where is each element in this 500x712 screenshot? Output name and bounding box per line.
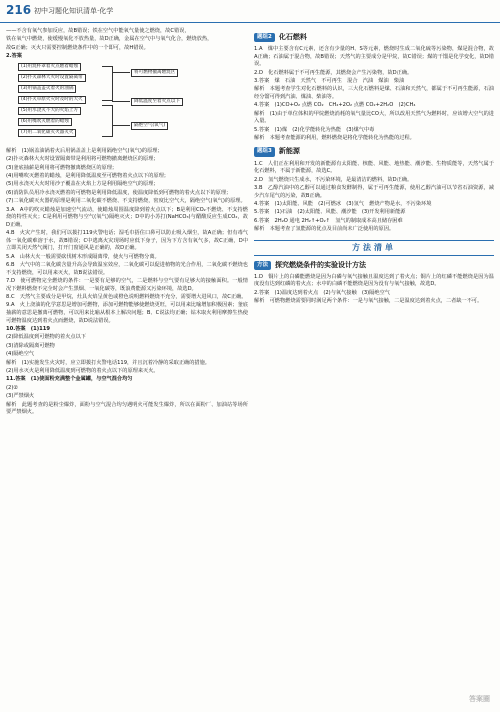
method-banner-title: 方法清单 <box>352 243 396 253</box>
section-title: 探究燃烧条件的实验设计方法 <box>275 260 367 269</box>
answer-paragraph: (6)消防队员用冷水浇灭燃着的可燃物是利用降低温度，使温度降低到可燃物的着火点以下的原理； <box>6 189 232 196</box>
section-header <box>254 147 494 158</box>
diagram-item: (5)用水浇灭不大的火焰上方 <box>18 107 81 115</box>
answer-paragraph: 4.答案 (1)太阳能、风能 (2)可燃冰 (3)氢气 燃烧产物是水，不污染环境 <box>254 201 432 208</box>
answer-paragraph: 解析 本题考查学生对化石燃料的认识，三大化石燃料是煤、石油和天然气，都属于不可再生能源，石油经分馏可得到汽油、煤油、柴油等。 <box>254 86 494 100</box>
answer-paragraph: 3.A A中的吹灭蜡烛是加速空气流动，使蜡烛周围温度降到着火点以下；B是利用CO₂不燃烧、不支持燃烧的特性灭火；C是利用可燃物与空气(氧气)隔绝灭火；D中的小苏打(NaHCO₃)与醋酸反应生成CO₂，故D正确。 <box>6 206 248 228</box>
answer-paragraph: 9.A 火上浇油的化学意思是增加可燃物，添加可燃物能够使燃烧更旺，可以用来比喻增加积极因素；釜底抽薪的意思是撤离可燃物，可以用来比喻从根本上解决问题；B、C说法均正确；钻木取火利用摩擦生热使可燃物温度达到着火点而燃烧，故D说法错误。 <box>6 302 248 324</box>
answer-paragraph: (5)用水浇灭大火时用沙子覆盖在火焰上方是利用隔绝空气的原理； <box>6 181 159 188</box>
diagram-item: (2)扑灭森林大火时设置隔离带 <box>18 74 86 82</box>
answer-paragraph: 2.D 氢气燃烧只生成水，不污染环境，是最清洁的燃料，故D正确。 <box>254 176 413 183</box>
answer-paragraph: 解析 (1)由于单位体积的甲烷燃烧消耗的氧气量比CO大，所以改用天然气为燃料时，应该增大空气的进入量。 <box>254 110 494 125</box>
question-label: 2.答案 <box>6 53 22 60</box>
section-header <box>254 32 494 43</box>
answer-paragraph: (3)釜底抽薪是利用将可燃物撤离燃烧区的原理； <box>6 164 118 171</box>
section-header <box>254 260 494 271</box>
answer-paragraph: 2.答案 (1)温度达到着火点 (2)与氧气接触 (3)隔绝空气 <box>254 289 390 296</box>
answer-paragraph: 3.答案 煤 石油 天然气 不可再生 混合 汽油 煤油 柴油 <box>254 77 405 84</box>
answer-paragraph: (3)清除或隔离可燃物 <box>6 342 55 349</box>
diagram-item: (7)用二氧化碳灭火器灭火 <box>18 129 76 137</box>
diagram-arrow <box>112 72 130 73</box>
answer-paragraph: (4)用嘴吹灭燃着的蜡烛，是利用降低温度至可燃物着火点以下的原理； <box>6 172 169 179</box>
answer-paragraph: (4)隔绝空气 <box>6 351 35 358</box>
diagram-arrow <box>112 101 130 102</box>
diagram-target: 隔绝空气(氧气) <box>131 122 168 130</box>
answer-paragraph: (2)用水灭火是利用降低温度到可燃物的着火点以下的原理来灭火。 <box>6 367 159 374</box>
answer-paragraph: 4.B 火灾产生时，我们可以拨打119火警电话；湿毛巾捂住口鼻可以防止吸入烟尘，故A正确；但有毒气体一氧化碳难溶于水，故B错误；C中逃离火灾现场时应低下身子，因为下方含有氧气多，故C正确，D中立即关闭天然气阀门，打开门窗通风是正确的，故D正确。 <box>6 230 248 252</box>
answer-paragraph: 解析 (1)锅盖油锅着火后用锅盖盖上是利用隔绝空气(氧气)的原理； <box>6 147 163 154</box>
answer-paragraph: 5.A 山林大火一般需要砍伐树木形成隔离带，使火与可燃物分离。 <box>6 253 160 260</box>
answer-paragraph: 6.答案 2H₂O 通电 2H₂↑+O₂↑ 氢气的制取成本高且储存困难 <box>254 217 403 224</box>
page-number: 216 <box>6 3 32 17</box>
section-title: 新能源 <box>278 147 300 156</box>
right-column <box>254 28 494 307</box>
intro-line: 铁在氧气中燃烧，使缓慢氧化不放热量，故D正确，金属在空气中与氧气化合，燃烧放热， <box>6 36 213 43</box>
diagram-target: 将可燃物撤离燃烧区 <box>131 69 178 77</box>
answer-paragraph: 6.B 大气中的二氧化碳含量升高会导致温室效应，二氧化碳可以促进植物的光合作用，二氧化碳不燃烧也不支持燃烧，可以用来灭火，故B说法错误。 <box>6 262 248 276</box>
answer-paragraph: 1.C 人们正在利用和开发的新能源有太阳能、核能、风能、地热能、潮汐能、生物质能等，天然气属于化石燃料，不属于新能源，故选C。 <box>254 160 494 175</box>
page-title: 初中习题化知识清单·化学 <box>34 7 114 15</box>
diagram-arrow <box>112 125 130 126</box>
answer-paragraph: 解析 本题考查了氢能源的优点及目前尚未广泛使用的原因。 <box>254 226 395 233</box>
intro-line: ——不含有氧气参加反应，故B错误；铁在空气中能氧气量使之燃烧，故C错误， <box>6 28 190 34</box>
intro-line: 故G正确；灭火只需要控制燃烧条件中的一个即可，故H错误。 <box>6 44 149 51</box>
method-banner <box>254 240 494 256</box>
diagram-item: (1)用烧杯罩着火点燃着蜡烛 <box>18 63 81 71</box>
matching-diagram <box>18 63 218 145</box>
answer-paragraph: 7.D 使可燃物完全燃烧的条件：一是要有足够的空气，二是燃料与空气要有足够大的接触面积。一般情况下燃料燃烧不完全时会产生黑烟、一氧化碳等，既浪费能源又污染环境，故选D。 <box>6 278 248 292</box>
answer-paragraph: 11.答案 (1)使面粉充满整个金属罐，与空气混合均匀 <box>6 376 133 383</box>
answer-paragraph: 5.答案 (1)石油 (2)太阳能、风能、潮汐能 (3)开发利用新能源 <box>254 209 406 216</box>
diagram-target: 降低温度至着火点以下 <box>131 98 183 106</box>
answer-paragraph: 解析 可燃物燃烧需要同时满足两个条件：一是与氧气接触，二是温度达到着火点，二者缺一不可。 <box>254 298 483 305</box>
section-badge: 题组3 <box>254 147 275 157</box>
answer-paragraph: 2.D 化石燃料属于不可再生能源，其燃烧会产生污染物，故D正确。 <box>254 69 413 76</box>
answer-paragraph: 解析 此题考查的是粉尘爆炸，面粉与空气混合均匀遇明火可能发生爆炸，所以在面粉厂、加油站等场所要严禁烟火。 <box>6 401 248 416</box>
answer-paragraph: (2)扑灭森林大火时设置隔离带是利用将可燃物撤离燃烧区的原理； <box>6 156 159 163</box>
page-header <box>0 0 500 23</box>
answer-paragraph: 1.D 铜片上的白磷能燃烧是因为白磷与氧气接触且温度达到了着火点；铜片上的红磷不能燃烧是因为温度没有达到红磷的着火点；水中的白磷不能燃烧是因为没有与氧气接触，故选D。 <box>254 273 494 288</box>
answer-paragraph: 解析 本题考查能源的利用，燃料燃烧是将化学能转化为热能的过程。 <box>254 135 415 142</box>
answer-paragraph: 4.答案 (1)CO+O₂ 点燃 CO₂ CH₄+2O₂ 点燃 CO₂+2H₂O (2)CH₄ <box>254 102 416 109</box>
diagram-item: (4)扑灭草原火灾时及时的大火 <box>18 96 86 104</box>
answer-paragraph: (2)② <box>6 384 18 391</box>
answer-paragraph: 8.C 天然气主要成分是甲烷，灶具火焰呈黄色或橙色说明燃料燃烧不充分，需要增大进风口，故C正确。 <box>6 294 247 301</box>
answer-paragraph: 10.答案 (1)119 <box>6 325 50 332</box>
diagram-item: (6)用嘴吹灭燃着的蜡烛 <box>18 118 72 126</box>
answer-paragraph: 3.B 乙醇汽油中的乙醇可以通过粮食发酵制得，属于可再生能源，使用乙醇汽油可以节省石油资源，减少汽车尾气的污染，故B正确。 <box>254 185 494 199</box>
answer-paragraph: (7)二氧化碳灭火器的原理是利用二氧化碳不燃烧、不支持燃烧，密度比空气大，隔绝空气(氧气)的原理。 <box>6 198 246 205</box>
answer-paragraph: 解析 (1)实施发生火灾时，应立即拨打火警电话119，并且沉着冷静的采取正确的措施。 <box>6 359 210 366</box>
diagram-bracket <box>102 105 113 137</box>
answer-paragraph: (2)降低温度到可燃物的着火点以下 <box>6 334 86 341</box>
answer-paragraph: 5.答案 (1)煤 (2)化学能转化为热能 (3)煤气中毒 <box>254 126 375 133</box>
section-title: 化石燃料 <box>278 32 307 41</box>
section-badge: 题组2 <box>254 33 275 43</box>
diagram-item: (3)用锅盖盖灭着火的油锅 <box>18 85 76 93</box>
left-column <box>6 28 248 417</box>
answer-paragraph: 1.A 煤中主要含有C元素，还含有少量的H、S等元素，燃烧时生成二氧化硫等污染物，煤是混合物，故A正确；石油属于混合物，故B错误；天然气的主要成分是甲烷，故C错误；煤的干馏是化学变化，故D错误。 <box>254 46 494 68</box>
watermark: 答案圈 <box>469 695 490 703</box>
section-badge: 方法 <box>254 261 271 271</box>
answer-paragraph: (3)严禁烟火 <box>6 393 35 400</box>
